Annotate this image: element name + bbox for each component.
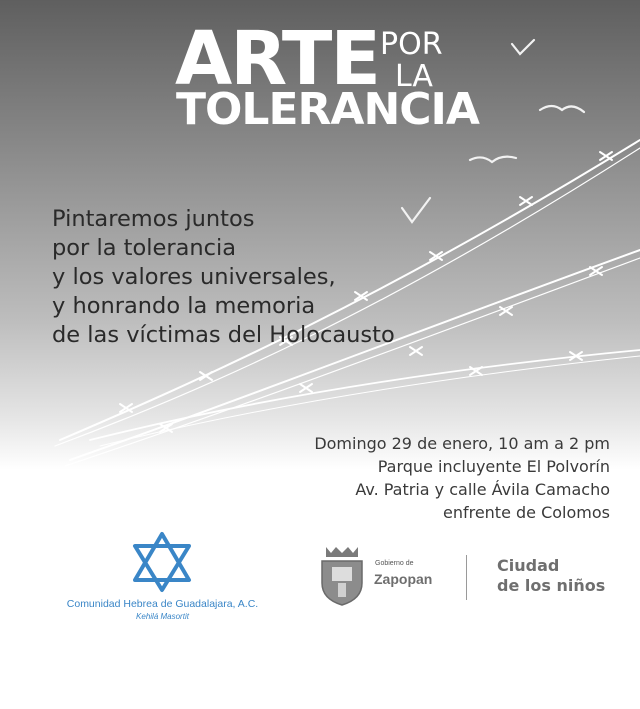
comunidad-name: Comunidad Hebrea de Guadalajara, A.C. [66,598,259,610]
title-la: LA [395,59,433,94]
event-address: Av. Patria y calle Ávila Camacho [355,480,610,499]
event-details [314,432,610,524]
ciudad-line-2: de los niños [497,576,606,595]
message-line: y los valores universales, [52,264,336,290]
zapopan-shield-icon [318,545,366,607]
zapopan-label: Zapopan [374,571,433,587]
logo-divider [466,555,467,600]
wire-barb [600,152,612,160]
ciudad-de-los-ninos-logo [497,556,605,596]
comunidad-hebrea-logo [55,528,270,628]
title-por: POR [380,27,443,62]
message-line: Pintaremos juntos [52,206,255,232]
gobierno-label: Gobierno de [375,560,414,567]
message-line: de las víctimas del Holocausto [52,322,395,348]
event-message [52,205,395,350]
wire-barb [410,347,422,355]
bird [470,157,516,162]
title-arte: ARTE [175,16,379,102]
star-of-david-icon [55,528,270,598]
event-place: Parque incluyente El Polvorín [377,457,610,476]
wire-barb [520,197,532,205]
event-date: Domingo 29 de enero, 10 am a 2 pm [314,434,610,453]
title-tolerancia: TOLERANCIA [176,84,479,135]
wire-strand [90,350,640,440]
event-reference: enfrente de Colomos [442,503,610,522]
bird [512,40,534,54]
bird [402,198,430,222]
message-line: por la tolerancia [52,235,237,261]
comunidad-subtitle: Kehilá Masortit [136,612,189,621]
ciudad-line-1: Ciudad [497,556,560,575]
bird [540,106,584,112]
message-line: y honrando la memoria [52,293,316,319]
wire-barb [300,384,312,392]
